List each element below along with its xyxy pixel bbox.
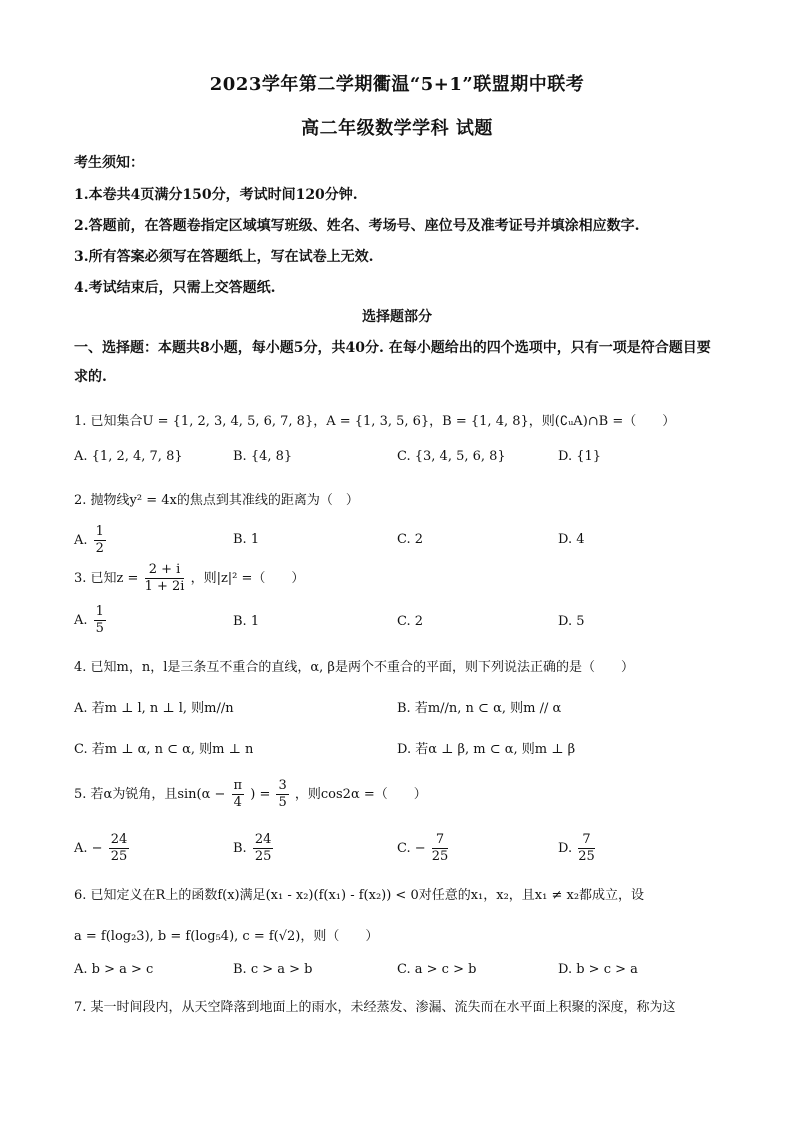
question-6-stem: 6. 已知定义在R上的函数f(x)满足(x₁ - x₂)(f(x₁) - f(x₂)) < 0对任意的x₁，x₂，且x₁ ≠ x₂都成立，设 — [74, 888, 645, 903]
part-title: 一、选择题：本题共8小题，每小题5分，共40分. 在每小题给出的四个选项中，只有一项是符合题目要求的. — [74, 340, 711, 385]
q5-option-d-label: D. — [558, 841, 573, 856]
q5-stem-prefix: 5. 若α为锐角，且sin(α − — [74, 787, 226, 802]
q5-option-a — [74, 832, 131, 865]
q2-option-b: B. 1 — [233, 532, 260, 547]
question-6-stem-line-2: a = f(log₂3), b = f(log₅4), c = f(√2)，则（ ） — [74, 929, 379, 944]
question-4-stem: 4. 已知m，n，l是三条互不重合的直线，α, β是两个不重合的平面，则下列说法正确的是（ ） — [74, 660, 634, 675]
fraction-denominator: 5 — [278, 795, 287, 810]
notice-heading: 考生须知： — [74, 155, 144, 171]
q5-option-c — [397, 832, 450, 865]
question-1-stem: 1. 已知集合U = {1, 2, 3, 4, 5, 6, 7, 8}，A = {1, 3, 5, 6}，B = {1, 4, 8}，则(∁ᵤA)∩B =（ ） — [74, 414, 676, 429]
question-5-stem — [74, 778, 427, 811]
fraction-denominator: 25 — [578, 849, 595, 864]
q2-option-a — [74, 524, 108, 557]
fraction-denominator: 5 — [95, 621, 104, 636]
q5-option-b-label: B. — [233, 841, 247, 856]
q5-stem-suffix: ，则cos2α =（ ） — [294, 787, 427, 802]
question-2-stem: 2. 抛物线y² = 4x的焦点到其准线的距离为（ ） — [74, 493, 359, 508]
notice-item: 1.本卷共4页满分150分，考试时间120分钟. — [74, 187, 358, 203]
q6-option-c: C. a > c > b — [397, 962, 477, 977]
q5-option-a-fraction — [109, 832, 130, 865]
q2-option-d: D. 4 — [558, 532, 585, 547]
q1-option-b: B. {4, 8} — [233, 449, 293, 464]
q3-option-a — [74, 604, 108, 637]
q3-option-a-fraction — [94, 604, 106, 637]
q4-option-a: A. 若m ⊥ l, n ⊥ l, 则m//n — [74, 701, 234, 716]
q5-stem-fraction — [232, 778, 245, 811]
q3-option-d: D. 5 — [558, 614, 585, 629]
fraction-denominator: 25 — [431, 849, 449, 864]
q3-option-c: C. 2 — [397, 614, 424, 629]
q4-option-d: D. 若α ⊥ β, m ⊂ α, 则m ⊥ β — [397, 742, 576, 757]
q1-option-c: C. {3, 4, 5, 6, 8} — [397, 449, 506, 464]
section-label: 选择题部分 — [362, 309, 432, 325]
q6-option-a: A. b > a > c — [74, 962, 154, 977]
q5-option-b — [233, 832, 275, 865]
q5-stem-fraction-2 — [276, 778, 288, 811]
fraction-denominator: 25 — [254, 849, 272, 864]
fraction-numerator: 7 — [578, 832, 595, 849]
q3-stem-suffix: ，则|z|² =（ ） — [190, 571, 305, 586]
q3-option-b: B. 1 — [233, 614, 260, 629]
notice-item: 4.考试结束后，只需上交答题纸. — [74, 280, 276, 296]
fraction-denominator: 2 — [95, 541, 104, 556]
fraction-numerator: 3 — [278, 778, 287, 793]
q6-option-d: D. b > c > a — [558, 962, 638, 977]
q6-option-b: B. c > a > b — [233, 962, 313, 977]
fraction-numerator: 1 — [95, 604, 104, 619]
fraction-numerator: π — [233, 778, 243, 793]
q5-stem-mid: ) = — [250, 787, 271, 802]
q3-option-a-label: A. — [74, 613, 88, 628]
q4-option-b: B. 若m//n, n ⊂ α, 则m // α — [397, 701, 562, 716]
notice-item: 3.所有答案必须写在答题纸上，写在试卷上无效. — [74, 249, 374, 265]
q3-stem-prefix: 3. 已知z = — [74, 571, 139, 586]
q3-stem-fraction — [145, 562, 185, 595]
q5-option-a-label: A. − — [74, 841, 103, 856]
fraction-numerator: 24 — [110, 832, 128, 847]
question-3-stem — [74, 562, 304, 595]
fraction-denominator: 4 — [233, 795, 242, 810]
fraction-denominator: 1 + 2i — [144, 579, 185, 594]
exam-subtitle: 高二年级数学学科 试题 — [301, 118, 493, 139]
q4-option-c: C. 若m ⊥ α, n ⊂ α, 则m ⊥ n — [74, 742, 254, 757]
q5-option-d-fraction — [578, 832, 595, 865]
exam-title: 2023学年第二学期衢温“5+1”联盟期中联考 — [209, 74, 585, 95]
q2-option-c: C. 2 — [397, 532, 424, 547]
q5-option-d — [558, 832, 597, 865]
notice-item: 2.答题前，在答题卷指定区域填写班级、姓名、考场号、座位号及准考证号并填涂相应数字. — [74, 218, 640, 234]
question-7-stem: 7. 某一时间段内，从天空降落到地面上的雨水，未经蒸发、渗漏、流失而在水平面上积聚的深度，称为这 — [74, 1000, 676, 1015]
fraction-numerator: 2 + i — [145, 562, 185, 579]
fraction-numerator: 24 — [254, 832, 272, 847]
q1-option-a: A. {1, 2, 4, 7, 8} — [74, 449, 183, 464]
q5-option-c-fraction — [432, 832, 449, 865]
fraction-numerator: 7 — [432, 832, 449, 849]
q5-option-c-label: C. − — [397, 841, 426, 856]
q2-option-a-fraction — [94, 524, 106, 557]
fraction-denominator: 25 — [110, 849, 128, 864]
q2-option-a-label: A. — [74, 533, 88, 548]
q5-option-b-fraction — [253, 832, 274, 865]
fraction-numerator: 1 — [95, 524, 104, 539]
q1-option-d: D. {1} — [558, 449, 602, 464]
